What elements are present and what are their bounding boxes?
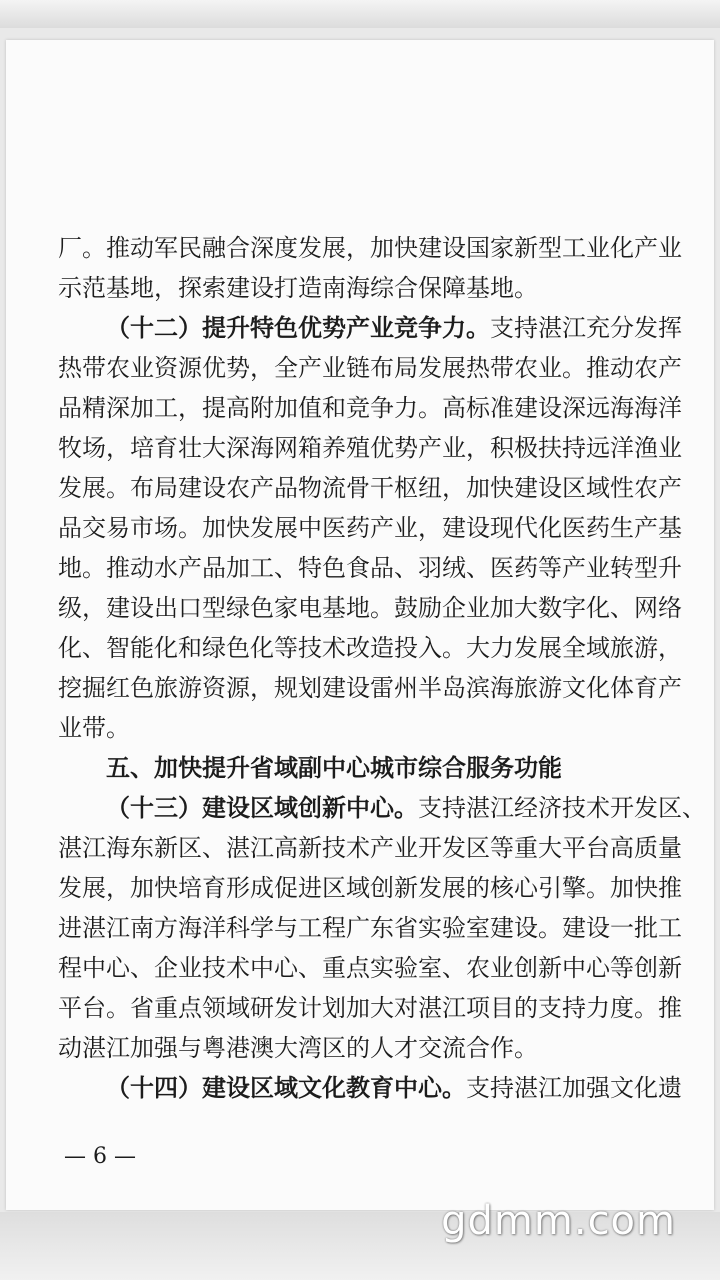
p3-line-6: 平台。省重点领域研发计划加大对湛江项目的支持力度。推	[58, 994, 682, 1022]
p1-line-2: 示范基地，探索建设打造南海综合保障基地。	[58, 274, 538, 302]
p4-line-1	[58, 1068, 682, 1108]
p2-line-10: 挖掘红色旅游资源，规划建设雷州半岛滨海旅游文化体育产	[58, 674, 682, 702]
document-page	[6, 40, 714, 1210]
p2-line-1-rest: 支持湛江充分发挥	[490, 314, 682, 342]
p3-line-1-rest: 支持湛江经济技术开发区、	[418, 794, 706, 822]
p2-line-1	[58, 308, 682, 348]
p3-line-1	[58, 788, 706, 828]
p2-line-4: 牧场，培育壮大深海网箱养殖优势产业，积极扶持远洋渔业	[58, 434, 682, 462]
p3-line-5: 程中心、企业技术中心、重点实验室、农业创新中心等创新	[58, 954, 682, 982]
subsection-title-13: （十三）建设区域创新中心。	[106, 793, 418, 822]
page-number: — 6 —	[64, 1144, 136, 1169]
p1-line-1: 厂。推动军民融合深度发展，加快建设国家新型工业化产业	[58, 234, 682, 262]
p2-line-6: 品交易市场。加快发展中医药产业，建设现代化医药生产基	[58, 514, 682, 542]
page-content	[6, 40, 714, 1210]
p2-line-7: 地。推动水产品加工、特色食品、羽绒、医药等产业转型升	[58, 554, 682, 582]
p3-line-3: 发展，加快培育形成促进区域创新发展的核心引擎。加快推	[58, 874, 682, 902]
subsection-title-14: （十四）建设区域文化教育中心。	[106, 1073, 466, 1102]
p2-line-11: 业带。	[58, 714, 130, 742]
p3-line-4: 进湛江南方海洋科学与工程广东省实验室建设。建设一批工	[58, 914, 682, 942]
p3-line-7: 动湛江加强与粤港澳大湾区的人才交流合作。	[58, 1034, 538, 1062]
p2-line-3: 品精深加工，提高附加值和竞争力。高标准建设深远海海洋	[58, 394, 682, 422]
p2-line-9: 化、智能化和绿色化等技术改造投入。大力发展全域旅游，	[58, 634, 682, 662]
p2-line-5: 发展。布局建设农产品物流骨干枢纽，加快建设区域性农产	[58, 474, 682, 502]
section-heading: 五、加快提升省域副中心城市综合服务功能	[106, 753, 562, 782]
top-background-strip	[0, 0, 720, 28]
p2-line-2: 热带农业资源优势，全产业链布局发展热带农业。推动农产	[58, 354, 682, 382]
watermark-text: gdmm.com	[441, 1198, 676, 1244]
p2-line-8: 级，建设出口型绿色家电基地。鼓励企业加大数字化、网络	[58, 594, 682, 622]
p4-line-1-rest: 支持湛江加强文化遗	[466, 1074, 682, 1102]
subsection-title-12: （十二）提升特色优势产业竞争力。	[106, 313, 490, 342]
p3-line-2: 湛江海东新区、湛江高新技术产业开发区等重大平台高质量	[58, 834, 682, 862]
